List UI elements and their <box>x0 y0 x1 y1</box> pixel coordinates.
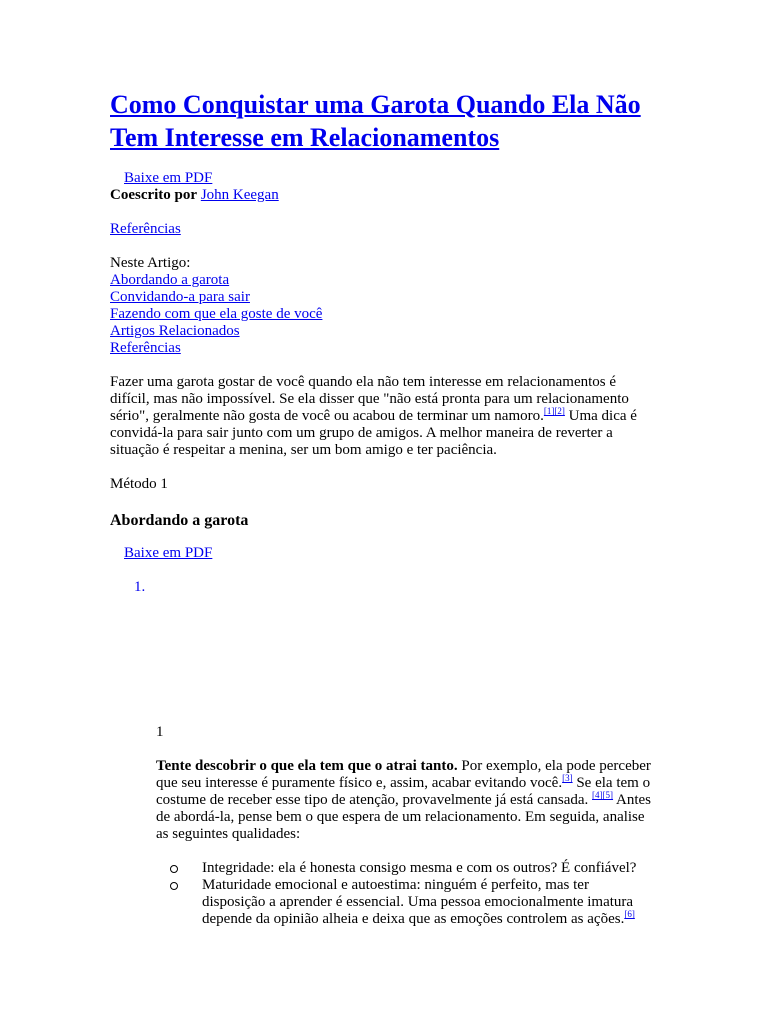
toc-heading: Neste Artigo: <box>110 255 191 271</box>
ref-link-6[interactable]: [6] <box>624 909 635 919</box>
coauthor-link[interactable]: John Keegan <box>200 187 279 203</box>
ref-link-4[interactable]: [4] <box>592 790 603 800</box>
ref-4 <box>592 790 603 800</box>
ref-link-3[interactable]: [3] <box>562 773 573 783</box>
ref-5 <box>603 790 614 800</box>
ref-link-5[interactable]: [5] <box>602 790 614 800</box>
step-text-1: Por exemplo, ela pode perceber que seu interesse é puramente físico e, assim, acabar evitando você. <box>156 758 651 791</box>
method-download-pdf-link[interactable]: Baixe em PDF <box>124 545 213 561</box>
step-marker: 1. <box>134 579 146 595</box>
step-bold-text: Tente descobrir o que ela tem que o atrai tanto. <box>156 758 458 774</box>
step-body <box>156 724 656 928</box>
intro-text-1: Fazer uma garota gostar de você quando ela não tem interesse em relacionamentos é difícil, mas não impossível. Se ela disser que "não está pronta para um relacionamento sério", geralmente não gosta de você ou acabou de terminar um namoro. <box>110 374 629 424</box>
ref-link-1[interactable]: [1] <box>543 406 555 416</box>
qualities-list <box>156 860 656 928</box>
ref-link-2[interactable]: [2] <box>554 406 565 416</box>
title-link[interactable]: Como Conquistar uma Garota Quando Ela Não Tem Interesse em Relacionamentos <box>110 90 641 152</box>
table-of-contents <box>110 255 660 357</box>
toc-item-artigos-relacionados[interactable]: Artigos Relacionados <box>110 323 240 339</box>
article-page <box>110 88 660 927</box>
circle-bullet-icon <box>170 882 178 890</box>
method-label: Método 1 <box>110 476 168 492</box>
step-text <box>156 758 656 843</box>
toc-item-convidando[interactable]: Convidando-a para sair <box>110 289 250 305</box>
page-title <box>110 88 660 154</box>
ref-6 <box>624 909 635 919</box>
circle-bullet-icon <box>170 865 178 873</box>
quality-text: Integridade: ela é honesta consigo mesma e com os outros? É confiável? <box>202 860 637 876</box>
references-row <box>110 221 660 238</box>
download-pdf-row <box>124 170 660 187</box>
intro-paragraph <box>110 374 658 459</box>
toc-item-fazendo[interactable]: Fazendo com que ela goste de você <box>110 306 323 322</box>
ref-3 <box>562 773 573 783</box>
list-item <box>170 877 656 928</box>
toc-item-abordando[interactable]: Abordando a garota <box>110 272 230 288</box>
coauthor-line <box>110 187 660 204</box>
list-item <box>170 860 656 877</box>
ref-2 <box>554 406 565 416</box>
section-title: Abordando a garota <box>110 512 249 529</box>
toc-item-referencias[interactable]: Referências <box>110 340 181 356</box>
method-download-row <box>124 545 660 562</box>
intro-text-2: Uma dica é convidá-la para sair junto com um grupo de amigos. A melhor maneira de reverter a situação é respeitar a menina, ser um bom amigo e ter paciência. <box>110 408 637 458</box>
references-link[interactable]: Referências <box>110 221 181 237</box>
quality-text: Maturidade emocional e autoestima: ninguém é perfeito, mas ter disposição a aprender é essencial. Uma pessoa emocionalmente imatura depende da opinião alheia e deixa que as emoções controlem as ações. <box>202 877 634 927</box>
coauthor-label: Coescrito por <box>110 187 198 203</box>
step-text-2: Se ela tem o costume de receber esse tipo de atenção, provavelmente já está cansada. <box>156 775 651 808</box>
step-text-3: Antes de abordá-la, pense bem o que espera de um relacionamento. Em seguida, analise as seguintes qualidades: <box>156 792 651 842</box>
step-index: 1 <box>156 724 164 740</box>
ref-1 <box>544 406 555 416</box>
download-pdf-link[interactable]: Baixe em PDF <box>124 170 213 186</box>
